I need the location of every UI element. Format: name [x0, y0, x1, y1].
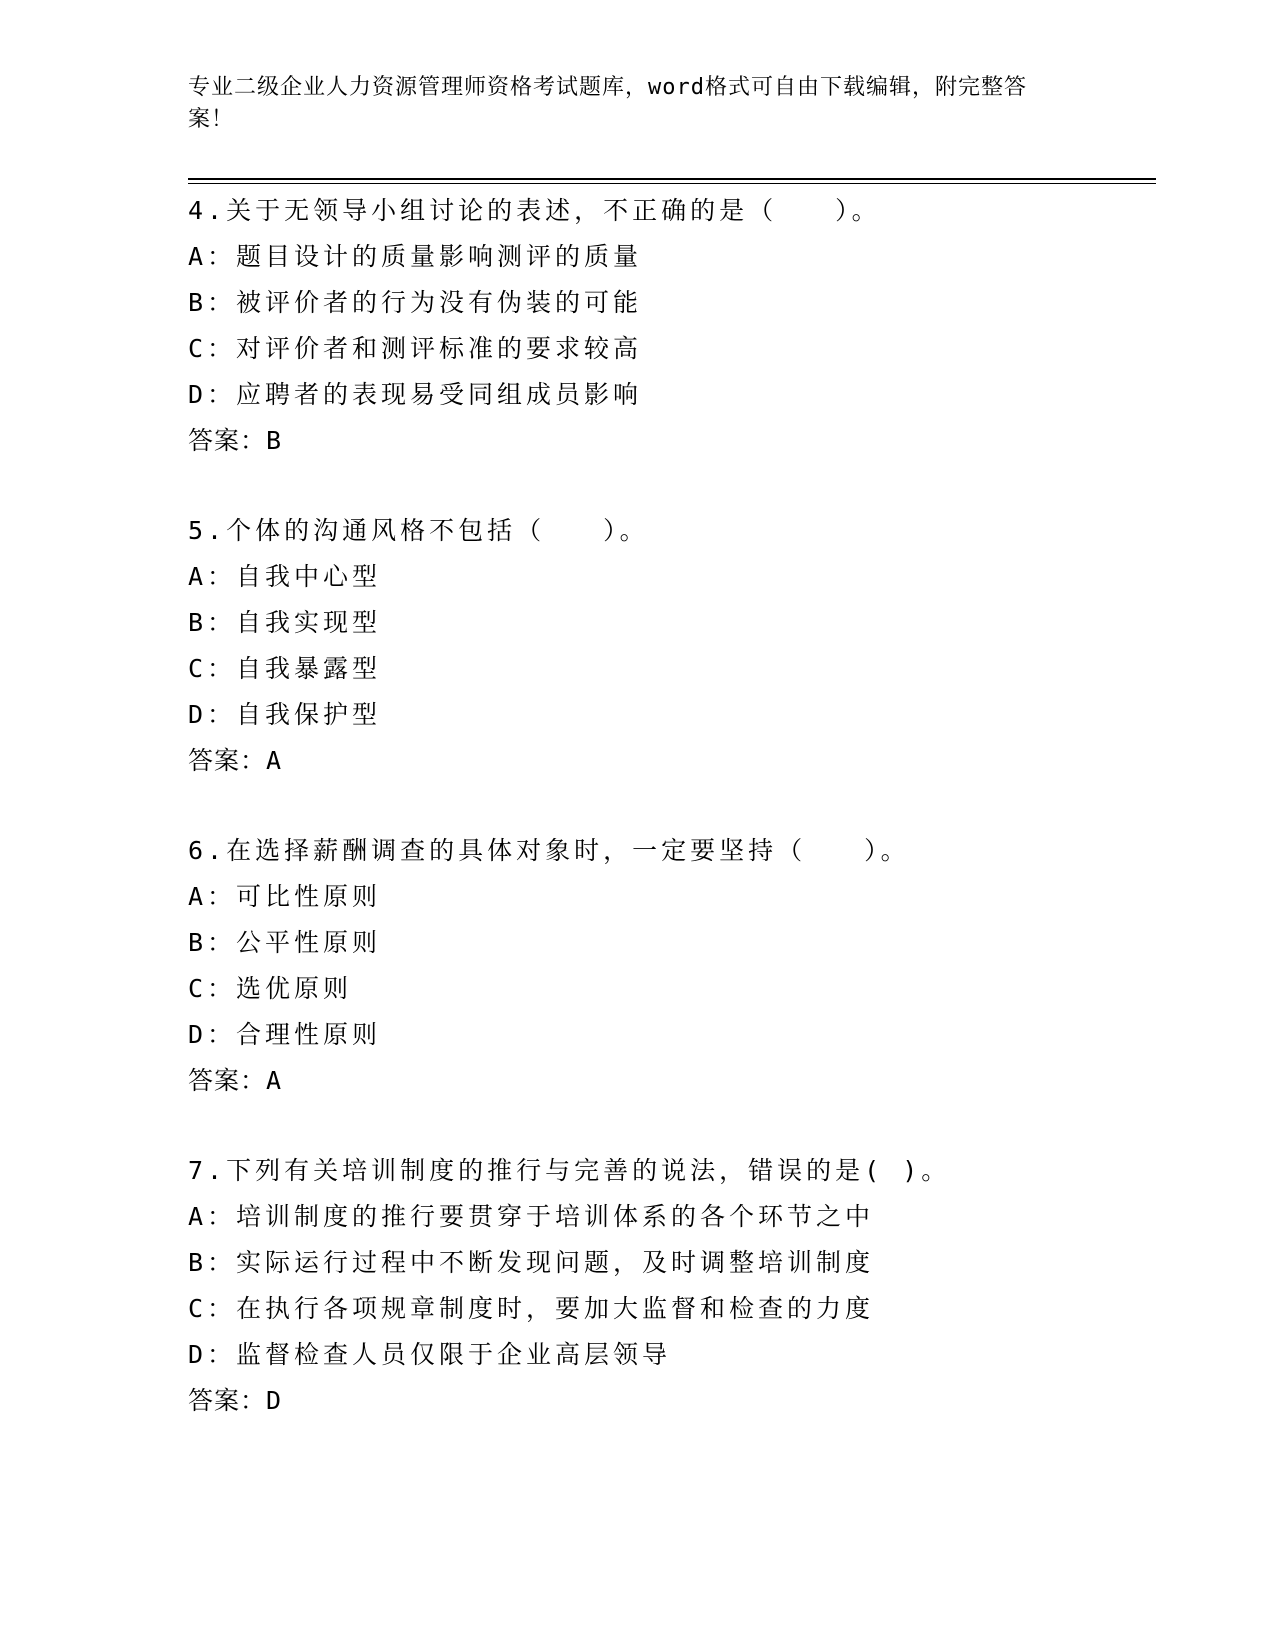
option-d: D：应聘者的表现易受同组成员影响 — [188, 380, 643, 409]
header-divider-thick — [188, 178, 1156, 180]
option-c: C：自我暴露型 — [188, 654, 382, 683]
option-b: B：公平性原则 — [188, 928, 382, 957]
question-stem: 7.下列有关培训制度的推行与完善的说法，错误的是( )。 — [188, 1156, 951, 1185]
option-a: A：自我中心型 — [188, 562, 382, 591]
question-stem: 4.关于无领导小组讨论的表述，不正确的是（ ）。 — [188, 196, 881, 225]
option-c: C：选优原则 — [188, 974, 353, 1003]
document-header: 专业二级企业人力资源管理师资格考试题库，word格式可自由下载编辑，附完整答案！ — [188, 75, 1027, 132]
option-c: C：对评价者和测评标准的要求较高 — [188, 334, 643, 363]
answer-line: 答案：A — [188, 746, 283, 775]
option-a: A：题目设计的质量影响测评的质量 — [188, 242, 643, 271]
question-stem: 5.个体的沟通风格不包括（ ）。 — [188, 516, 649, 545]
option-b: B：自我实现型 — [188, 608, 382, 637]
option-c: C：在执行各项规章制度时，要加大监督和检查的力度 — [188, 1294, 875, 1323]
option-b: B：实际运行过程中不断发现问题，及时调整培训制度 — [188, 1248, 875, 1277]
option-d: D：合理性原则 — [188, 1020, 382, 1049]
option-a: A：培训制度的推行要贯穿于培训体系的各个环节之中 — [188, 1202, 875, 1231]
header-divider-thin — [188, 183, 1156, 184]
question-block — [188, 188, 1148, 464]
option-b: B：被评价者的行为没有伪装的可能 — [188, 288, 643, 317]
answer-line: 答案：A — [188, 1066, 283, 1095]
question-stem: 6.在选择薪酬调查的具体对象时，一定要坚持（ ）。 — [188, 836, 910, 865]
answer-line: 答案：D — [188, 1386, 283, 1415]
option-a: A：可比性原则 — [188, 882, 382, 911]
question-block — [188, 508, 1148, 784]
option-d: D：监督检查人员仅限于企业高层领导 — [188, 1340, 672, 1369]
option-d: D：自我保护型 — [188, 700, 382, 729]
answer-line: 答案：B — [188, 426, 283, 455]
question-block — [188, 828, 1148, 1104]
question-block — [188, 1148, 1148, 1424]
